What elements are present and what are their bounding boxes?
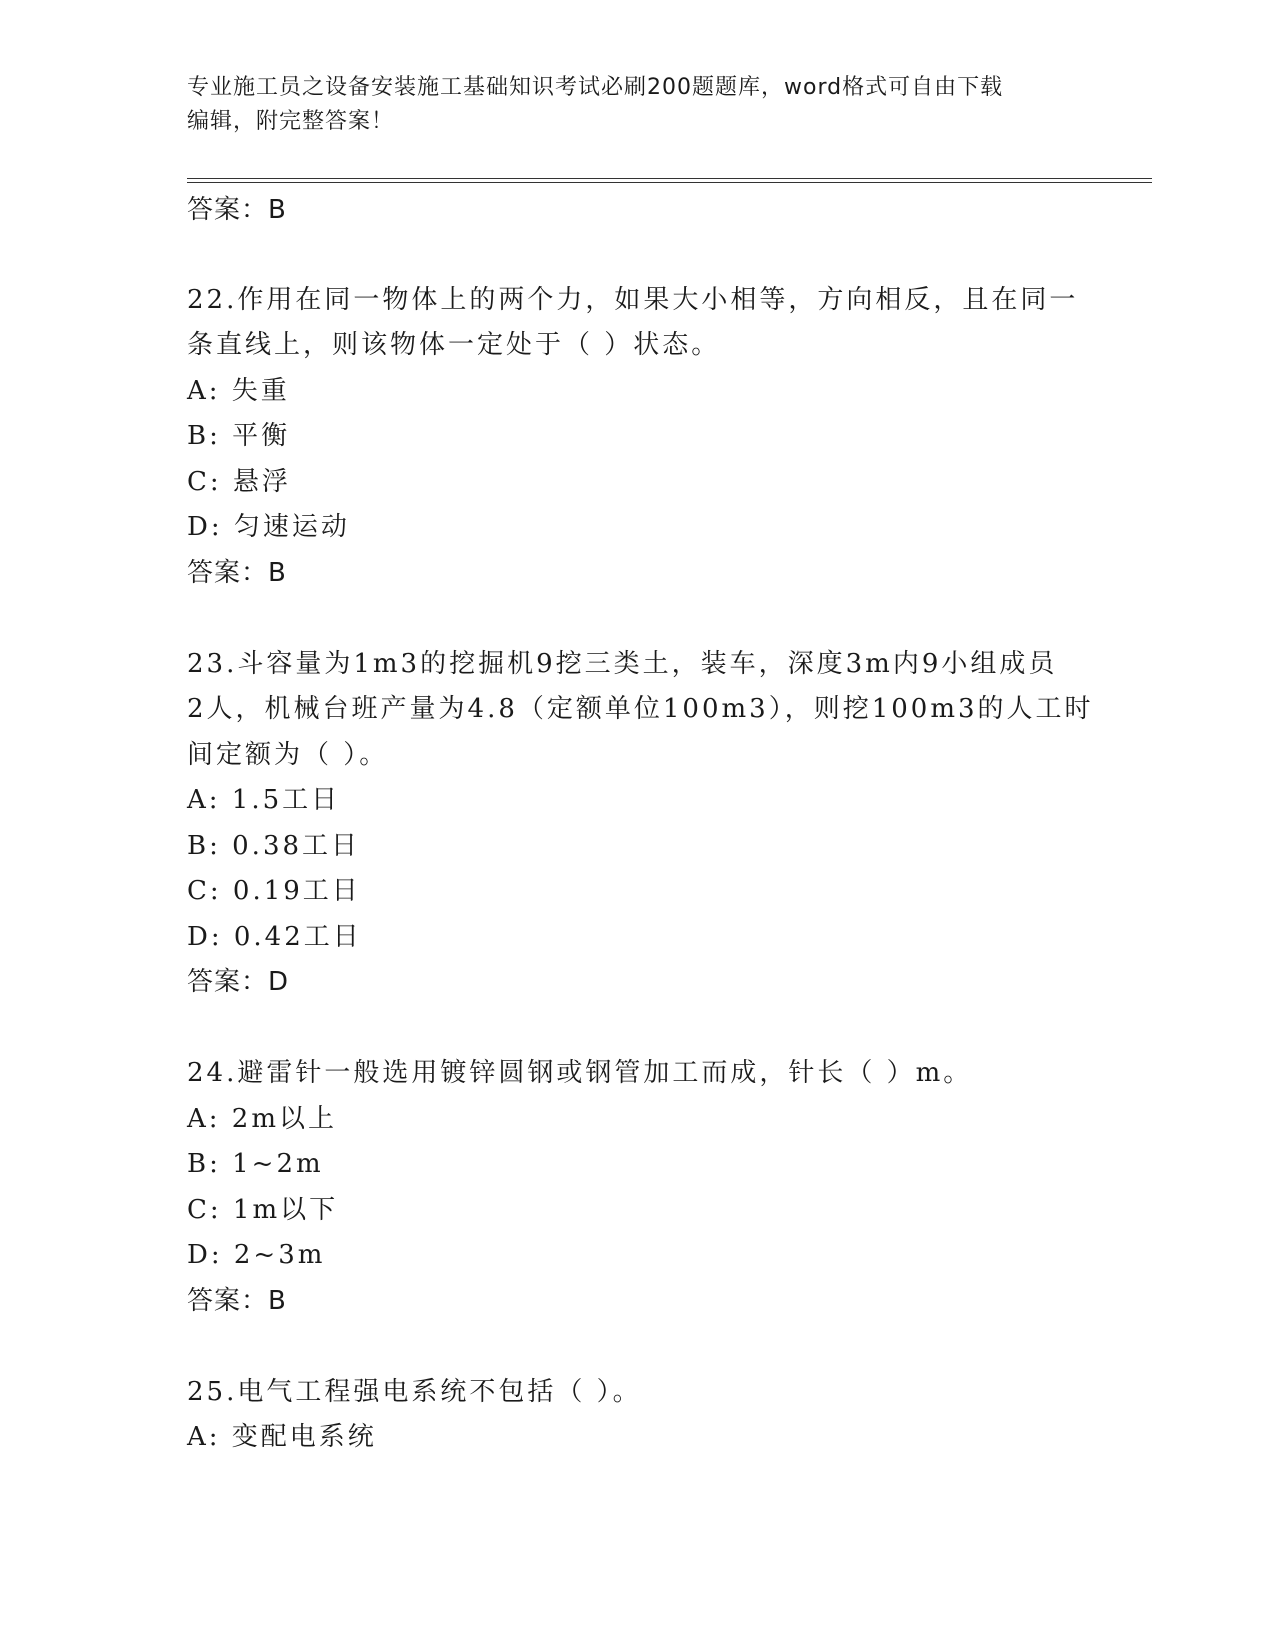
question-23-answer: 答案：D: [187, 967, 290, 997]
question-23-option-d: D: 0.42工日: [187, 922, 362, 952]
question-22-option-c: C: 悬浮: [187, 467, 291, 497]
question-24-answer: 答案：B: [187, 1286, 287, 1316]
question-24-option-c: C: 1m以下: [187, 1195, 339, 1225]
question-22-answer: 答案：B: [187, 558, 287, 588]
question-24-option-d: D: 2~3m: [187, 1240, 326, 1270]
question-25-option-a: A: 变配电系统: [187, 1422, 377, 1452]
header-rule-bottom: [187, 182, 1152, 183]
question-23-option-a: A: 1.5工日: [187, 785, 341, 815]
question-22-option-d: D: 匀速运动: [187, 512, 350, 542]
question-24-line-1: 24.避雷针一般选用镀锌圆钢或钢管加工而成，针长（ ）m。: [187, 1058, 973, 1088]
document-header-line-1: 专业施工员之设备安装施工基础知识考试必刷200题题库，word格式可自由下载: [187, 75, 1004, 100]
question-22-line-2: 条直线上，则该物体一定处于（ ）状态。: [187, 330, 721, 360]
question-22-option-a: A: 失重: [187, 376, 290, 406]
question-25-line-1: 25.电气工程强电系统不包括（ ）。: [187, 1377, 642, 1407]
document-header-line-2: 编辑，附完整答案！: [187, 109, 395, 134]
question-22-option-b: B: 平衡: [187, 421, 291, 451]
question-23-line-2: 2人，机械台班产量为4.8（定额单位100m3），则挖100m3的人工时: [187, 694, 1094, 724]
question-23-line-3: 间定额为（ ）。: [187, 740, 389, 770]
question-23-line-1: 23.斗容量为1m3的挖掘机9挖三类土，装车，深度3m内9小组成员: [187, 649, 1058, 679]
header-rule-top: [187, 178, 1152, 179]
question-24-option-b: B: 1~2m: [187, 1149, 324, 1179]
answer-text: 答案：B: [187, 195, 287, 225]
question-23-option-c: C: 0.19工日: [187, 876, 361, 906]
question-22-line-1: 22.作用在同一物体上的两个力，如果大小相等，方向相反，且在同一: [187, 285, 1079, 315]
question-23-option-b: B: 0.38工日: [187, 831, 361, 861]
question-24-option-a: A: 2m以上: [187, 1104, 337, 1134]
